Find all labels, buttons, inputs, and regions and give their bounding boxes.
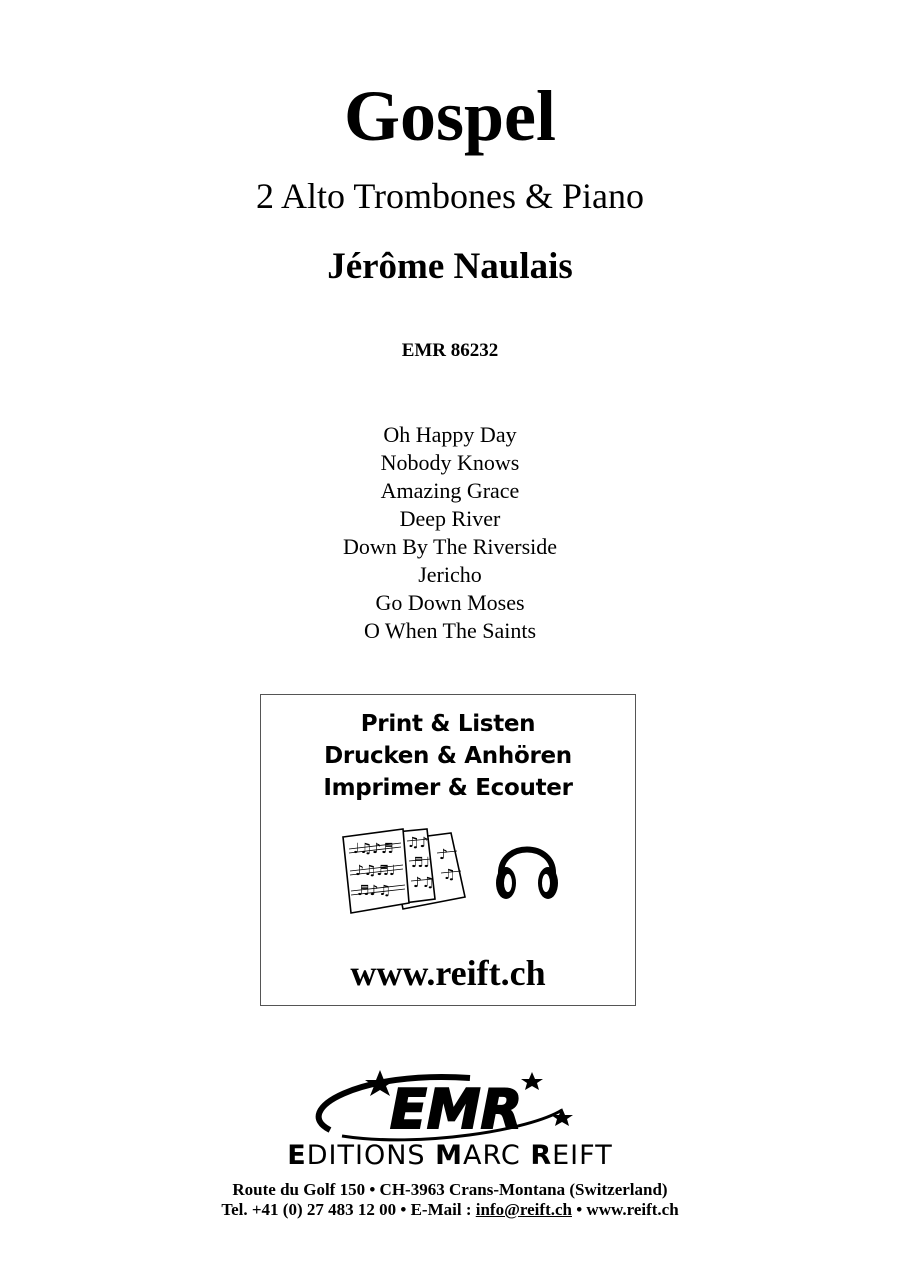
publisher-cap: E (287, 1140, 307, 1171)
svg-text:♫♪: ♫♪ (407, 835, 429, 851)
piece-list (0, 421, 900, 645)
promo-line-en: Print & Listen (360, 711, 536, 737)
page-title: Gospel (343, 76, 557, 156)
piece-item: Deep River (399, 506, 501, 531)
piece-item: Amazing Grace (380, 478, 520, 503)
publisher-contact (0, 1200, 900, 1220)
svg-text:♬♩: ♬♩ (411, 855, 431, 871)
promo-lines (261, 708, 635, 804)
emr-logo (300, 1070, 600, 1142)
promo-url[interactable]: www.reift.ch (350, 953, 546, 993)
print-listen-box (260, 694, 636, 1006)
promo-line-de: Drucken & Anhören (324, 743, 572, 769)
headphones-icon (493, 831, 561, 903)
emr-logo-text: EMR (390, 1078, 523, 1141)
contact-website[interactable]: • www.reift.ch (571, 1200, 679, 1219)
piece-item: Down By The Riverside (342, 534, 558, 559)
piece-item: O When The Saints (363, 618, 537, 643)
sheet-music-icon (341, 827, 467, 919)
svg-text:♪: ♪ (439, 847, 448, 863)
piece-item: Nobody Knows (380, 450, 520, 475)
publisher-word: ARC (463, 1140, 531, 1171)
contact-phone: Tel. +41 (0) 27 483 12 00 • E-Mail : (221, 1200, 476, 1219)
svg-text:♪♫♬♩: ♪♫♬♩ (355, 863, 396, 879)
piece-item: Go Down Moses (375, 590, 525, 615)
instrumentation-subtitle: 2 Alto Trombones & Piano (255, 176, 645, 216)
publisher-address: Route du Golf 150 • CH-3963 Crans-Montana (Switzerland) (232, 1180, 668, 1199)
svg-text:♫: ♫ (443, 867, 456, 883)
promo-line-fr: Imprimer & Ecouter (323, 775, 573, 801)
svg-text:♩♫♪♬: ♩♫♪♬ (353, 841, 394, 857)
composer-name: Jérôme Naulais (327, 246, 573, 287)
publisher-word: EIFT (552, 1140, 613, 1171)
publisher-cap: M (435, 1140, 463, 1171)
piece-item: Oh Happy Day (383, 422, 517, 447)
piece-item: Jericho (418, 562, 482, 587)
catalog-number: EMR 86232 (401, 340, 499, 361)
svg-text:♪♫: ♪♫ (413, 875, 435, 891)
svg-text:♬♪♫: ♬♪♫ (357, 883, 392, 899)
publisher-word: DITIONS (306, 1140, 436, 1171)
publisher-cap: R (530, 1140, 553, 1171)
email-link[interactable]: info@reift.ch (475, 1200, 572, 1219)
publisher-name (0, 1140, 900, 1172)
